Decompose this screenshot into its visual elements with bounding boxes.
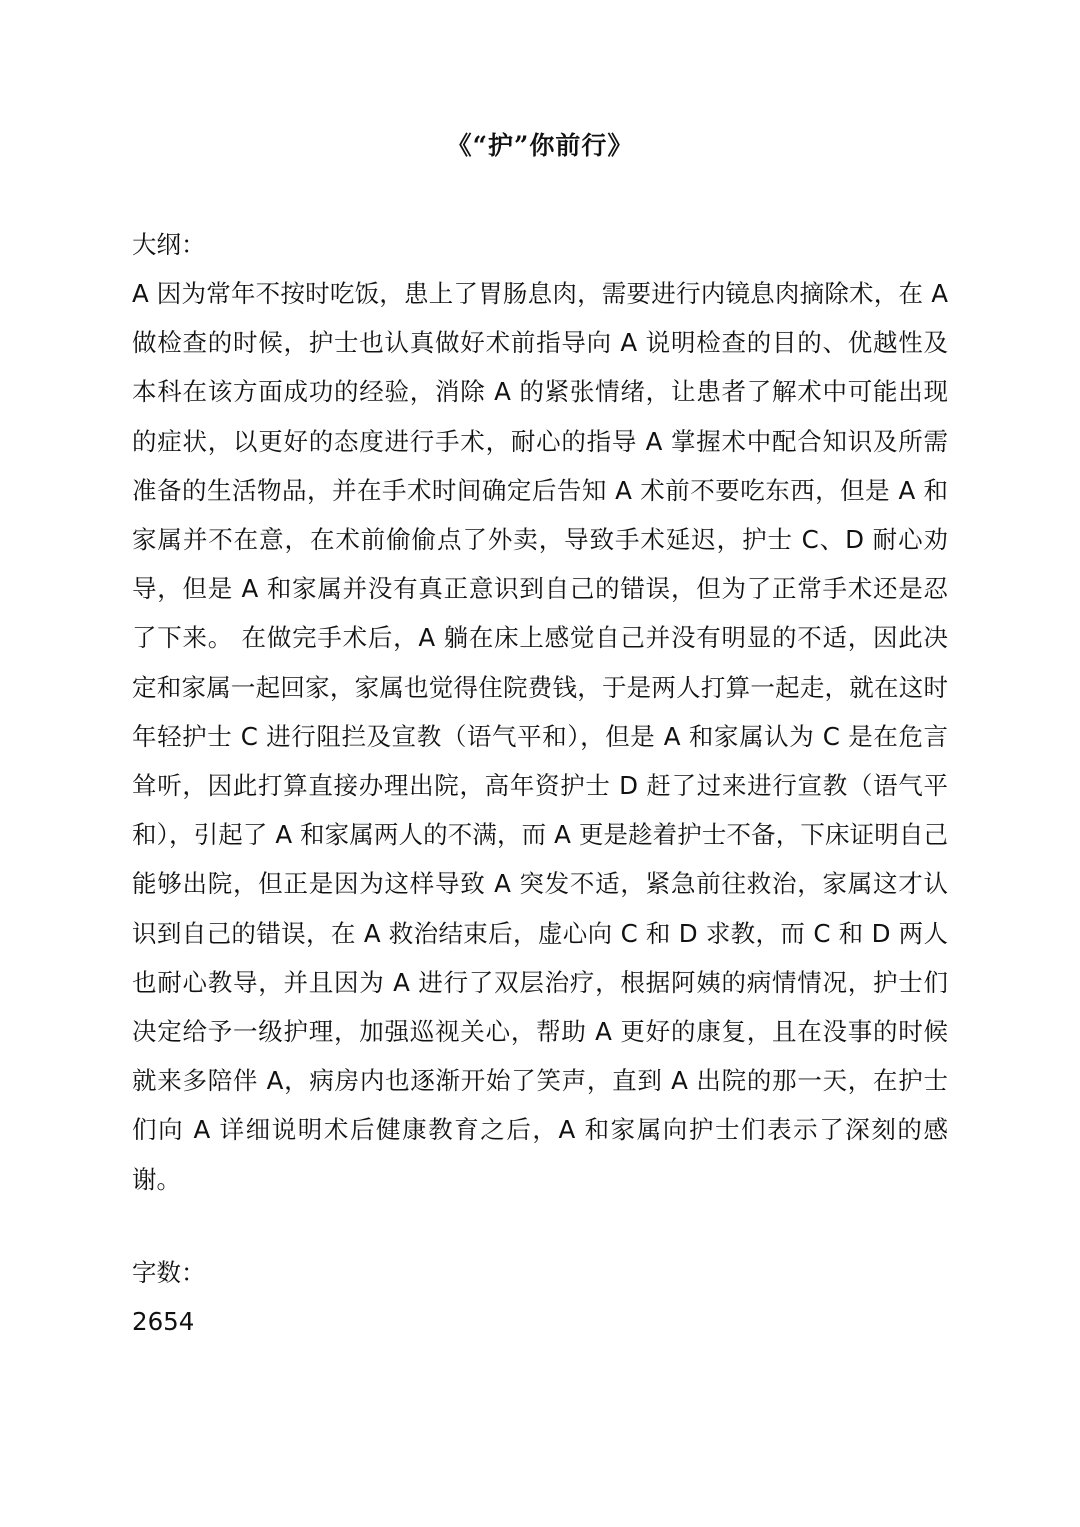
word-count-label: 字数： bbox=[132, 1258, 206, 1287]
document-title: 《“护”你前行》 bbox=[446, 131, 634, 160]
outline-paragraph: A 因为常年不按时吃饭，患上了胃肠息肉，需要进行内镜息肉摘除术，在 A 做检查的时候，护士也认真做好术前指导向 A 说明检查的目的、优越性及本科在该方面成功的经验，消除 A 的紧张情绪，让患者了解术中可能出现的症状，以更好的态度进行手术，耐心的指导 A 掌握术中配合知识及所需准备的生活物品，并在手术时间确定后告知 A 术前不要吃东西，但是 A 和家属并不在意，在术前偷偷点了外卖，导致手术延迟，护士 C、D 耐心劝导，但是 A 和家属并没有真正意识到自己的错误，但为了正常手术还是忍了下来。 在做完手术后，A 躺在床上感觉自己并没有明显的不适，因此决定和家属一起回家，家属也觉得住院费钱，于是两人打算一起走，就在这时年轻护士 C 进行阻拦及宣教（语气平和），但是 A 和家属认为 C 是在危言耸听，因此打算直接办理出院，高年资护士 D 赶了过来进行宣教（语气平和），引起了 A 和家属两人的不满，而 A 更是趁着护士不备，下床证明自己能够出院，但正是因为这样导致 A 突发不适，紧急前往救治，家属这才认识到自己的错误，在 A 救治结束后，虚心向 C 和 D 求教，而 C 和 D 两人也耐心教导，并且因为 A 进行了双层治疗，根据阿姨的病情情况，护士们决定给予一级护理，加强巡视关心，帮助 A 更好的康复，且在没事的时候就来多陪伴 A，病房内也逐渐开始了笑声，直到 A 出院的那一天，在护士们向 A 详细说明术后健康教育之后，A 和家属向护士们表示了深刻的感谢。 bbox=[132, 279, 948, 1194]
word-count-value: 2654 bbox=[132, 1307, 195, 1336]
outline-label: 大纲： bbox=[132, 230, 206, 259]
